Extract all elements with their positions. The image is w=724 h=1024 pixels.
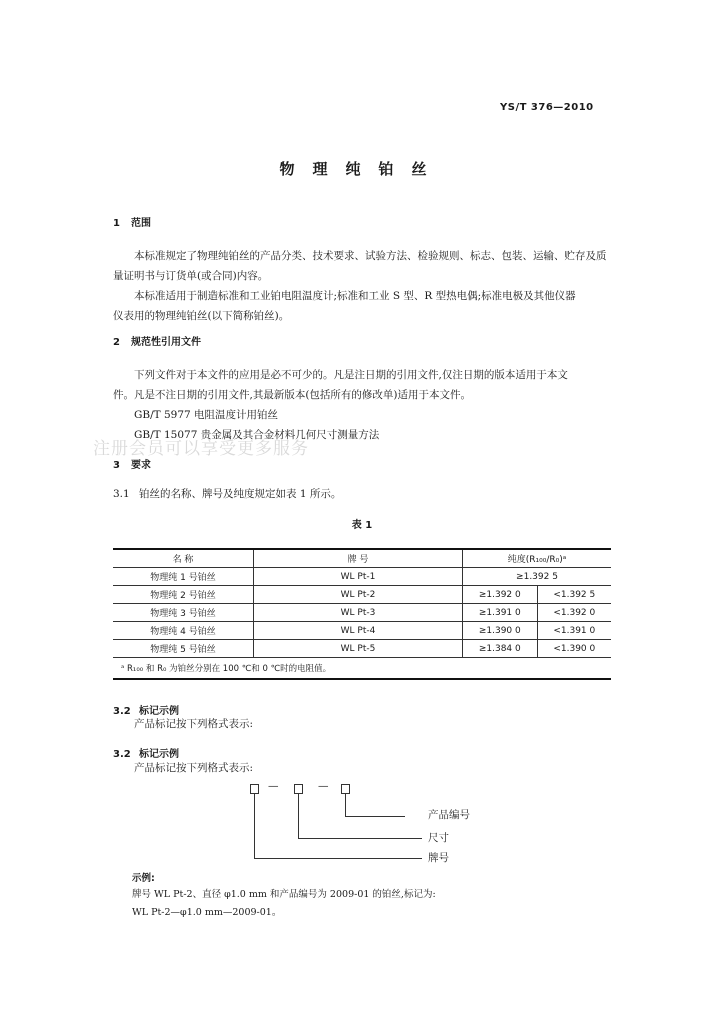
para-line: 本标准规定了物理纯铂丝的产品分类、技术要求、试验方法、检验规则、标志、包装、运输、贮存及质: [134, 250, 607, 262]
subsection-number: 3.2: [113, 749, 131, 760]
watermark-text: 注册会员可以享受更多服务: [93, 439, 309, 459]
table-row: [113, 604, 611, 622]
header-purity: 纯度(R₁₀₀/R₀)ᵃ: [463, 549, 612, 568]
subsection-number: 3.2: [113, 706, 131, 717]
section-number: 1: [113, 218, 120, 229]
section-number: 3: [113, 460, 120, 471]
section-2-body: [113, 365, 613, 445]
product-no-placeholder-box: [341, 784, 350, 794]
table-row: [113, 622, 611, 640]
para-line: 仪表用的物理纯铂丝(以下简称铂丝)。: [113, 310, 290, 322]
table-row: [113, 586, 611, 604]
standard-number: YS/T 376—2010: [500, 102, 594, 113]
cell-name: 物理纯 3 号铂丝: [113, 604, 254, 622]
cell-name: 物理纯 1 号铂丝: [113, 568, 254, 586]
document-title: 物理纯铂丝: [279, 160, 445, 178]
example-line: 牌号 WL Pt-2、直径 φ1.0 mm 和产品编号为 2009-01 的铂丝,标记为:: [132, 889, 436, 900]
table-header-row: [113, 549, 611, 568]
table-row: [113, 640, 611, 658]
header-grade: 牌 号: [254, 549, 463, 568]
cell-purity-max: <1.392 5: [537, 586, 611, 604]
section-number: 2: [113, 337, 120, 348]
cell-grade: WL Pt-2: [254, 586, 463, 604]
para-line: 下列文件对于本文件的应用是必不可少的。凡是注日期的引用文件,仅注日期的版本适用于本文: [134, 369, 568, 381]
table-footnote: ᵃ R₁₀₀ 和 R₀ 为铂丝分别在 100 ℃和 0 ℃时的电阻值。: [113, 658, 611, 680]
section-title: 范围: [131, 218, 151, 229]
cell-grade: WL Pt-3: [254, 604, 463, 622]
subsection-3-2-text-repeat: 产品标记按下列格式表示:: [134, 762, 254, 774]
cell-name: 物理纯 5 号铂丝: [113, 640, 254, 658]
table-footnote-row: [113, 658, 611, 680]
cell-purity-max: <1.392 0: [537, 604, 611, 622]
leader-line: [254, 858, 422, 859]
separator-dash: —: [318, 780, 329, 792]
section-1-heading: [113, 214, 151, 229]
reference-item: GB/T 15077 贵金属及其合金材料几何尺寸测量方法: [134, 429, 380, 441]
subsection-3-2-text: 产品标记按下列格式表示:: [134, 718, 254, 730]
label-grade: 牌号: [428, 852, 449, 864]
subsection-title: 标记示例: [139, 706, 179, 717]
cell-purity: ≥1.392 5: [463, 568, 612, 586]
example-line: WL Pt-2—φ1.0 mm—2009-01。: [132, 907, 282, 918]
subsection-text: 铂丝的名称、牌号及纯度规定如表 1 所示。: [139, 488, 342, 500]
grade-placeholder-box: [250, 784, 259, 794]
leader-line: [254, 794, 255, 858]
para-line: 量证明书与订货单(或合同)内容。: [113, 270, 269, 282]
cell-grade: WL Pt-5: [254, 640, 463, 658]
section-title: 要求: [131, 460, 151, 471]
cell-name: 物理纯 4 号铂丝: [113, 622, 254, 640]
label-size: 尺寸: [428, 832, 449, 844]
cell-purity-max: <1.390 0: [537, 640, 611, 658]
subsection-number: 3.1: [113, 488, 130, 500]
para-line: 本标准适用于制造标准和工业铂电阻温度计;标准和工业 S 型、R 型热电偶;标准电极及其他仪器: [134, 290, 576, 302]
leader-line: [345, 794, 346, 816]
table-row: [113, 568, 611, 586]
purity-table: [113, 548, 611, 680]
leader-line: [345, 816, 405, 817]
table-caption: 表 1: [351, 520, 373, 531]
leader-line: [298, 794, 299, 838]
cell-purity-min: ≥1.390 0: [463, 622, 538, 640]
section-1-body: [113, 246, 613, 326]
subsection-title: 标记示例: [139, 749, 179, 760]
cell-name: 物理纯 2 号铂丝: [113, 586, 254, 604]
header-name: 名 称: [113, 549, 254, 568]
section-3-heading: [113, 456, 151, 471]
section-2-heading: [113, 333, 201, 348]
para-line: 件。凡是不注日期的引用文件,其最新版本(包括所有的修改单)适用于本文件。: [113, 389, 472, 401]
example-heading: 示例:: [132, 873, 155, 884]
cell-purity-min: ≥1.392 0: [463, 586, 538, 604]
separator-dash: —: [268, 780, 279, 792]
reference-item: GB/T 5977 电阻温度计用铂丝: [134, 409, 279, 421]
cell-purity-max: <1.391 0: [537, 622, 611, 640]
cell-grade: WL Pt-4: [254, 622, 463, 640]
label-product-number: 产品编号: [428, 809, 470, 821]
cell-purity-min: ≥1.384 0: [463, 640, 538, 658]
cell-purity-min: ≥1.391 0: [463, 604, 538, 622]
cell-grade: WL Pt-1: [254, 568, 463, 586]
leader-line: [298, 838, 422, 839]
section-title: 规范性引用文件: [131, 337, 201, 348]
subsection-3-1: [113, 484, 341, 504]
size-placeholder-box: [294, 784, 303, 794]
